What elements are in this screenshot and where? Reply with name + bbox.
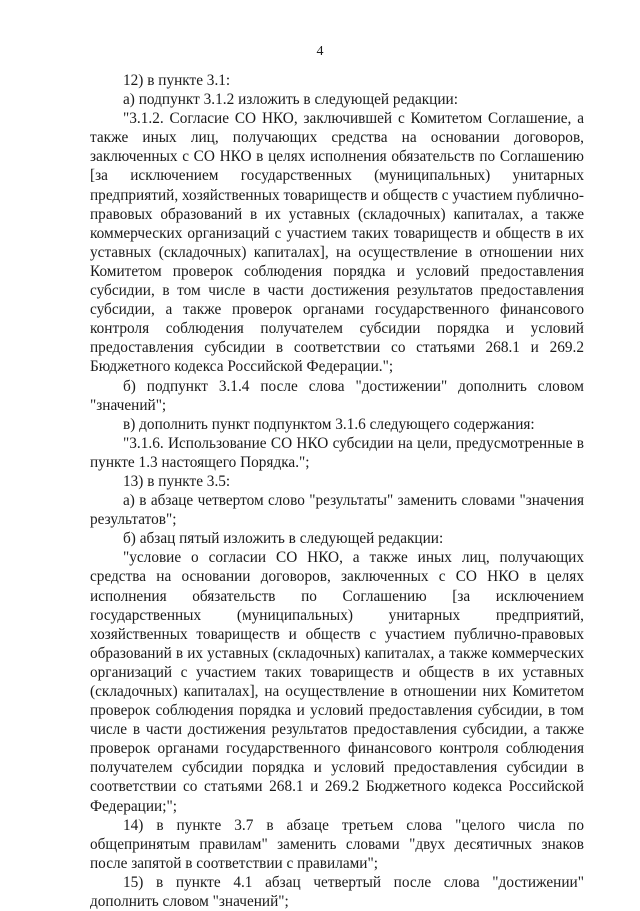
paragraph-subitem-b: б) подпункт 3.1.4 после слова "достижении" дополнить словом "значений";	[90, 377, 584, 414]
paragraph-quote-3-1-2: "3.1.2. Согласие СО НКО, заключившей с Комитетом Соглашение, а также иных лиц, получающих средства на основании договоров, заключенных с СО НКО в целях исполнения обязательств по Соглашению [за исключением государственных (муниципальных) унитарных предприятий, хозяйственных товариществ и обществ с участием публично-правовых образований в их уставных (складочных) капиталах, а также коммерческих организаций с участием таких товариществ и обществ в их уставных (складочных) капиталах], на осуществление в отношении них Комитетом проверок соблюдения порядка и условий предоставления субсидии, в том числе в части достижения результатов предоставления субсидии, а также проверок органами государственного финансового контроля соблюдения получателем субсидии порядка и условий предоставления субсидии в соответствии со статьями 268.1 и 269.2 Бюджетного кодекса Российской Федерации.";	[90, 110, 584, 376]
paragraph-subitem-b-2: б) абзац пятый изложить в следующей редакции:	[123, 530, 444, 548]
paragraph-item-12: 12) в пункте 3.1:	[123, 72, 231, 89]
paragraph-quote-condition: "условие о согласии СО НКО, а также иных лиц, получающих средства на основании договоров, заключенных с СО НКО в целях исполнения обязательств по Соглашению [за исключением государственных (муниципальных) унитарных предприятий, хозяйственных товариществ и обществ с участием публично-правовых образований в их уставных (складочных) капиталах, а также коммерческих организаций с участием таких товариществ и обществ в их уставных (складочных) капиталах], на осуществление в отношении них Комитетом проверок соблюдения порядка и условий предоставления субсидии, в том числе в части достижения результатов предоставления субсидии, а также проверок органами государственного финансового контроля соблюдения получателем субсидии порядка и условий предоставления субсидии в соответствии со статьями 268.1 и 269.2 Бюджетного кодекса Российской Федерации;";	[90, 549, 584, 815]
paragraph-subitem-a: а) подпункт 3.1.2 изложить в следующей редакции:	[123, 91, 458, 109]
paragraph-subitem-v: в) дополнить пункт подпунктом 3.1.6 следующего содержания:	[123, 415, 535, 433]
paragraph-subitem-a-2: а) в абзаце четвертом слово "результаты" заменить словами "значения результатов";	[90, 492, 584, 529]
document-body	[90, 71, 584, 911]
paragraph-item-14: 14) в пункте 3.7 в абзаце третьем слова "целого числа по общепринятым правилам" заменить словами "двух десятичных знаков после запятой в соответствии с правилами";	[90, 816, 584, 872]
paragraph-item-15: 15) в пункте 4.1 абзац четвертый после слова "достижении" дополнить словом "значений";	[90, 873, 584, 911]
paragraph-item-13: 13) в пункте 3.5:	[123, 472, 231, 490]
page-number: 4	[316, 44, 324, 59]
paragraph-quote-3-1-6: "3.1.6. Использование СО НКО субсидии на цели, предусмотренные в пункте 1.3 настоящего Порядка.";	[90, 434, 584, 471]
